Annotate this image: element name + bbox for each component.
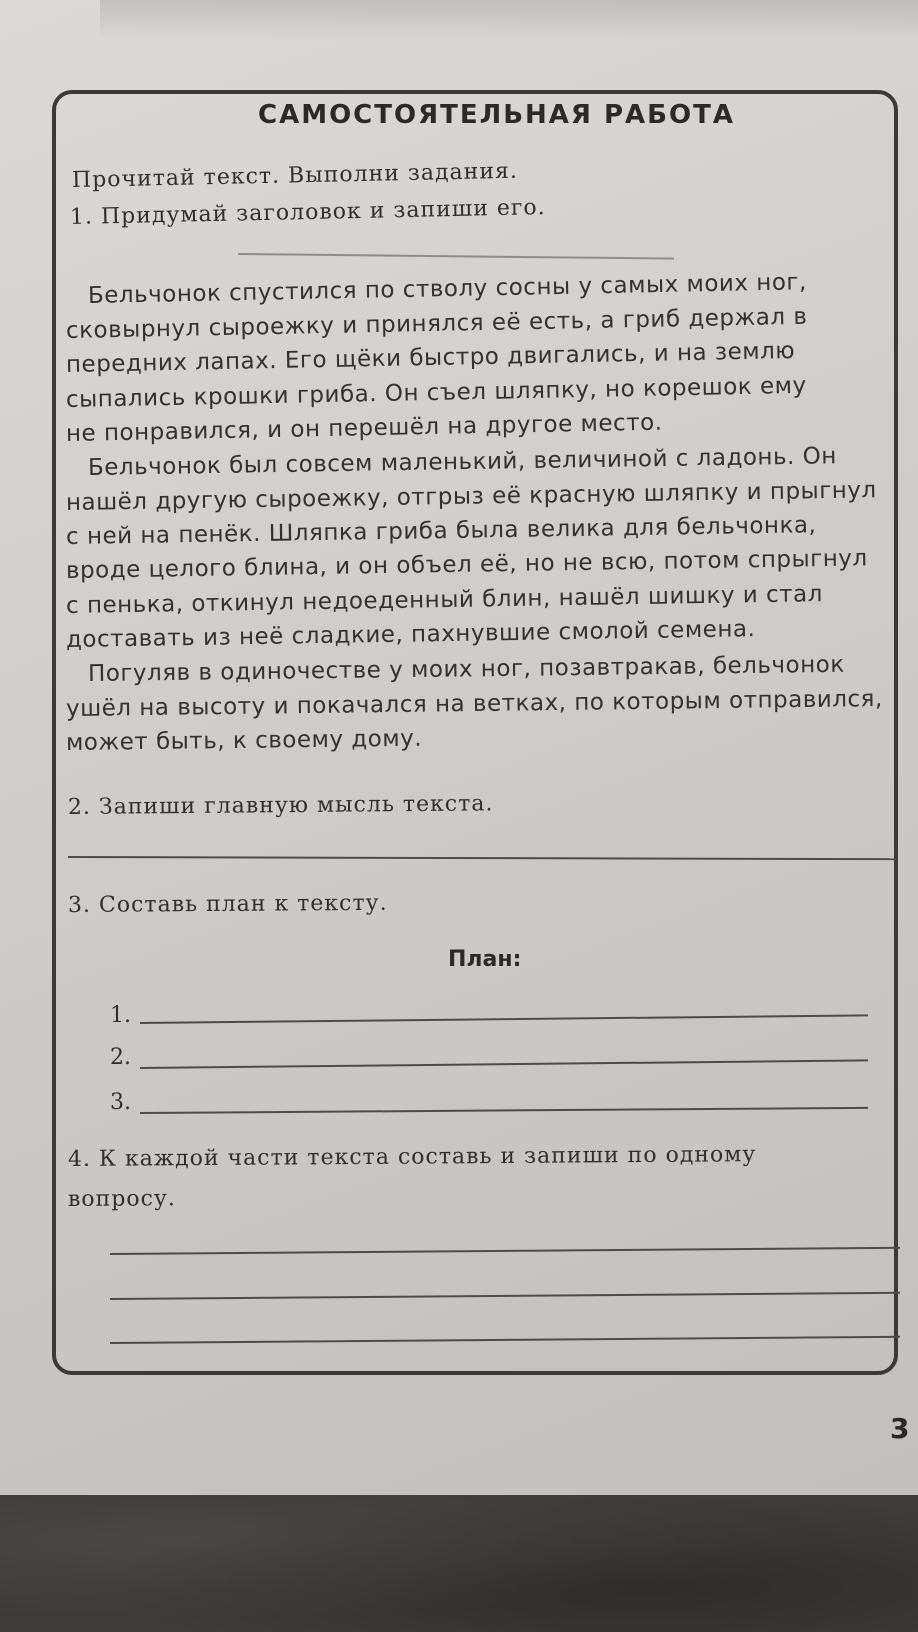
paragraph-2-line: Бельчонок был совсем маленький, величиной с ладонь. Он xyxy=(87,443,838,481)
instruction-text: Прочитай текст. Выполни задания. xyxy=(71,158,519,193)
task-2-text: 2. Запиши главную мысль текста. xyxy=(67,791,494,820)
task-4-text: вопросу. xyxy=(67,1186,176,1212)
paragraph-3-line: может быть, к своему дому. xyxy=(65,725,423,756)
plan-item-number: 2. xyxy=(110,1045,131,1070)
paragraph-2-line: нашёл другую сыроежку, отгрыз её красную шляпку и прыгнул xyxy=(65,477,877,516)
plan-item-number: 3. xyxy=(110,1090,131,1115)
task-1-text: 1. Придумай заголовок и запиши его. xyxy=(69,195,546,230)
paragraph-3-line: Погуляв в одиночестве у моих ног, позавтракав, бельчонок xyxy=(87,651,845,687)
task-3-text: 3. Составь план к тексту. xyxy=(67,890,388,918)
task-4-text: 4. К каждой части текста составь и запиши по одному xyxy=(67,1142,757,1172)
paragraph-1-line: сковырнул сыроежку и принялся её есть, а гриб держал в xyxy=(65,303,808,344)
paragraph-1-line: не понравился, и он перешёл на другое место. xyxy=(65,409,663,447)
paragraph-2-line: с ней на пенёк. Шляпка гриба была велика для бельчонка, xyxy=(65,512,817,550)
page-number: 3 xyxy=(890,1412,910,1445)
paragraph-2-line: с пенька, откинул недоеденный блин, нашёл шишку и стал xyxy=(65,581,824,619)
background-cloth xyxy=(0,1480,918,1632)
paragraph-2-line: вроде целого блина, и он объел её, но не всю, потом спрыгнул xyxy=(65,545,868,584)
show-through-bleed xyxy=(100,0,918,40)
paragraph-3-line: ушёл на высоту и покачался на ветках, по которым отправился, xyxy=(65,686,883,722)
paragraph-1-line: сыпались крошки гриба. Он съел шляпку, но корешок ему xyxy=(65,372,807,413)
plan-item-number: 1. xyxy=(110,1003,131,1028)
plan-heading: План: xyxy=(448,947,522,972)
page-title: САМОСТОЯТЕЛЬНАЯ РАБОТА xyxy=(258,100,735,130)
paragraph-1-line: Бельчонок спустился по стволу сосны у самых моих ног, xyxy=(87,269,808,309)
paragraph-1-line: передних лапах. Его щёки быстро двигались, и на землю xyxy=(65,338,796,378)
paragraph-2-line: доставать из неё сладкие, пахнувшие смолой семена. xyxy=(65,616,756,653)
